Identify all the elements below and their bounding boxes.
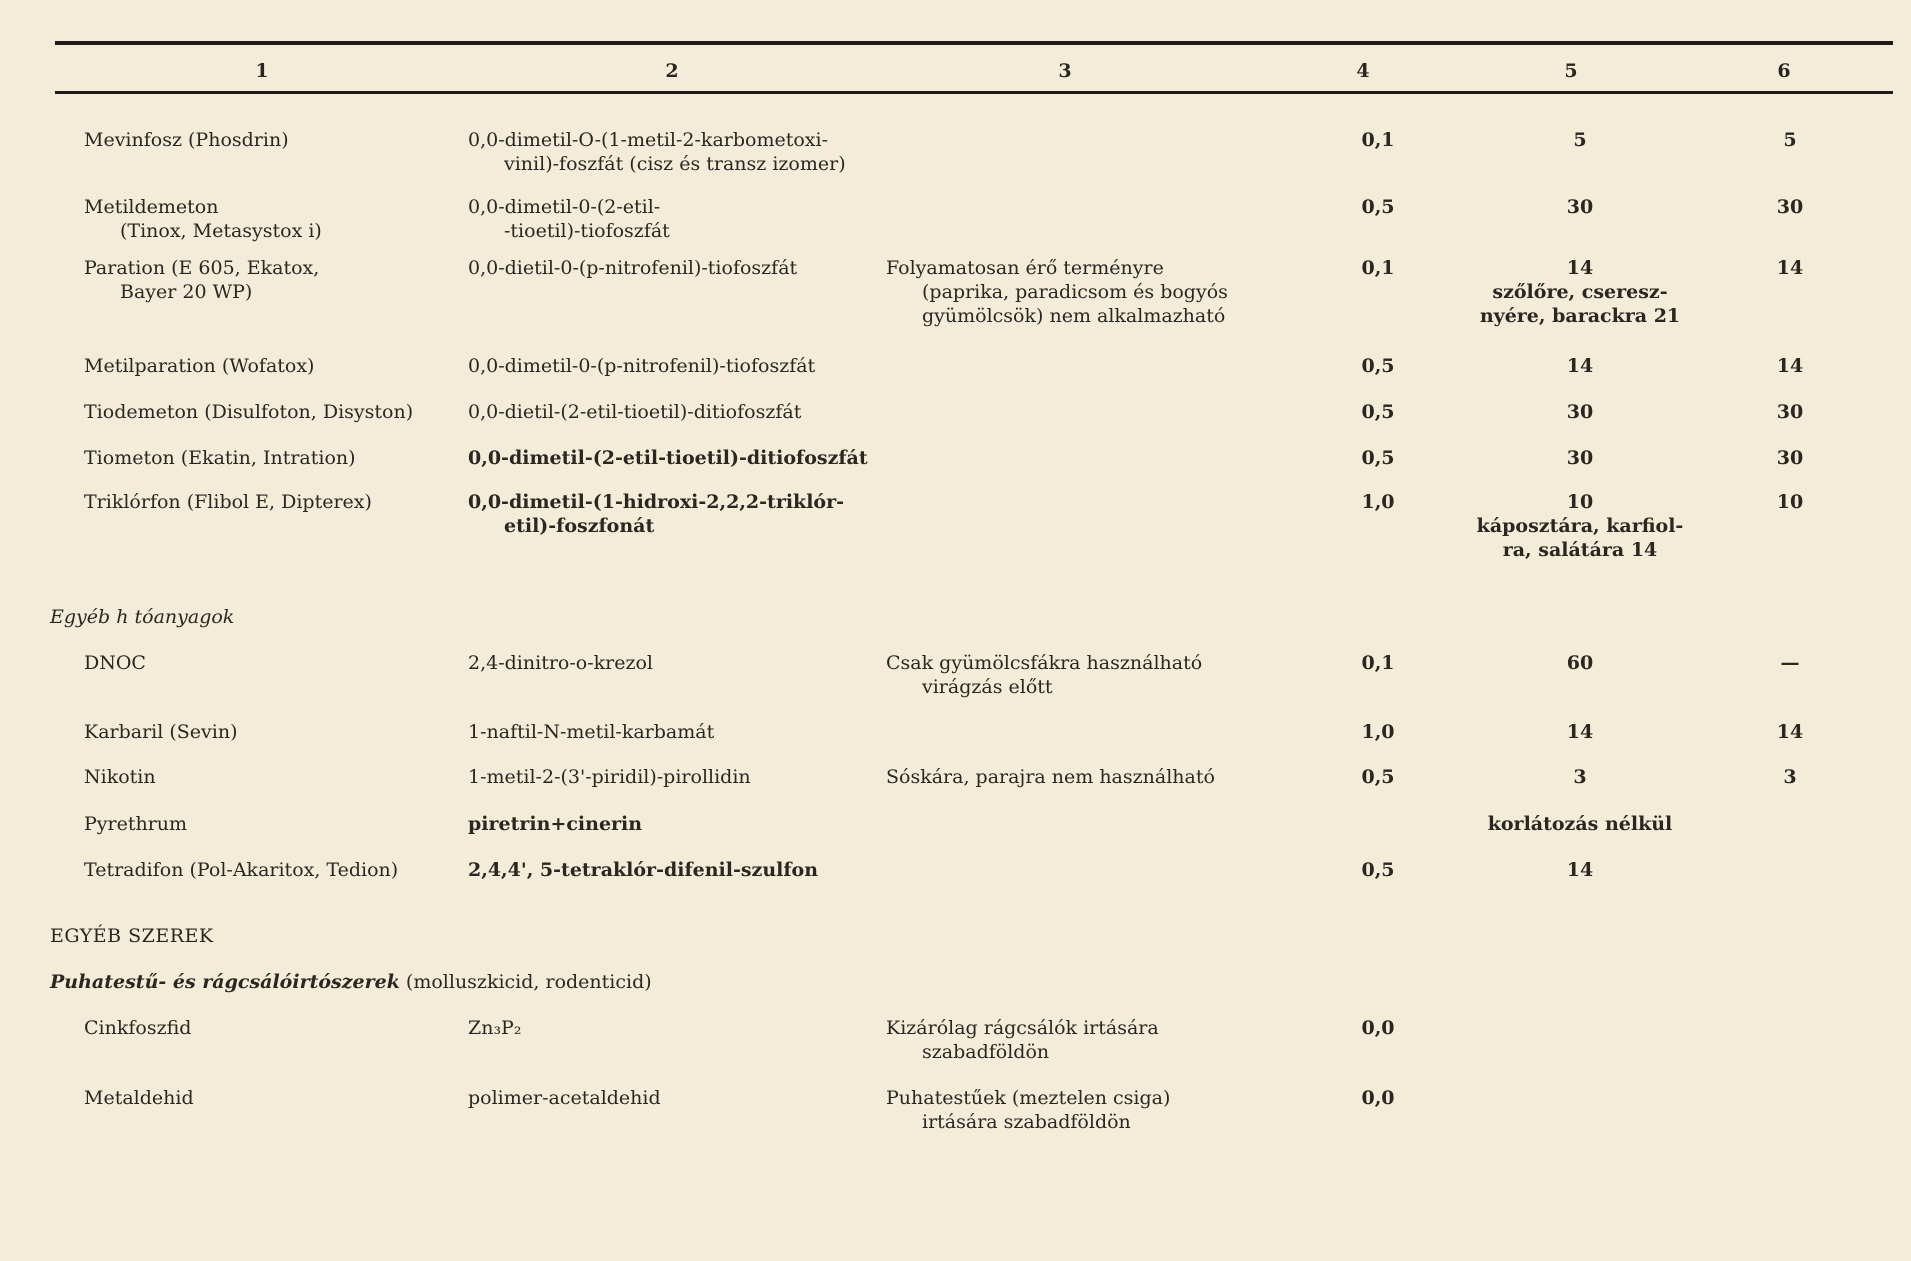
row-8-name [84,651,146,675]
row-8-note-line: virágzás előtt [922,676,1053,698]
row-8-note-line: Csak gyümölcsfákra használható [886,652,1203,674]
row-7-formula-line: 0,0-dimetil-(1-hidroxi-2,2,2-triklór- [468,491,844,513]
row-10-c5 [1450,765,1710,789]
row-3-c5-line: 14 [1566,257,1594,279]
row-11-name-line: Pyrethrum [84,813,188,835]
column-header-5: 5 [1564,60,1578,82]
row-13-formula-line: Zn₃P₂ [468,1017,522,1039]
row-14-c4: 0,0 [1361,1087,1395,1109]
row-3-name-line: Paration (E 605, Ekatox, [84,257,320,279]
row-9-formula [468,720,714,744]
row-3-formula [468,256,797,280]
row-9-name-line: Karbaril (Sevin) [84,721,238,743]
row-2-name-line: (Tinox, Metasystox i) [120,220,322,242]
row-5-formula [468,400,801,424]
row-7-name [84,490,372,514]
row-5-name [84,400,413,424]
row-3-name-line: Bayer 20 WP) [120,281,253,303]
row-5-c5-line: 30 [1566,401,1594,423]
top-rule [55,41,1893,45]
row-9-c5 [1450,720,1710,744]
row-12-c4: 0,5 [1361,859,1395,881]
row-11-formula-line: piretrin+cinerin [468,813,643,835]
row-6-formula [468,446,868,470]
row-3-note [886,256,1228,328]
row-6-c6: 30 [1776,447,1804,469]
row-4-formula-line: 0,0-dimetil-0-(p-nitrofenil)-tiofoszfát [468,355,816,377]
row-1-formula [468,128,846,176]
row-6-c5-line: 30 [1566,447,1594,469]
row-14-note-line: irtására szabadföldön [922,1111,1131,1133]
row-3-c4: 0,1 [1361,257,1395,279]
section-puhatestu [50,971,652,993]
row-5-formula-line: 0,0-dietil-(2-etil-tioetil)-ditiofoszfát [468,401,802,423]
header-rule [55,91,1893,94]
column-header-3: 3 [1058,60,1072,82]
row-1-c4: 0,1 [1361,129,1395,151]
row-4-c4: 0,5 [1361,355,1395,377]
row-2-formula-line: -tioetil)-tiofoszfát [504,220,670,242]
row-13-name [84,1016,191,1040]
row-4-c6: 14 [1776,355,1804,377]
row-2-name-line: Metildemeton [84,196,219,218]
row-2-c5-line: 30 [1566,196,1594,218]
row-2-name [84,195,322,243]
section-puhatestu-italic: Puhatestű- és rágcsálóirtószerek [50,971,400,993]
row-11-c5 [1450,812,1710,836]
row-3-c5 [1450,256,1710,328]
row-10-c4: 0,5 [1361,766,1395,788]
row-11-name [84,812,187,836]
row-13-note [886,1016,1159,1064]
row-1-name [84,128,289,152]
row-5-c6: 30 [1776,401,1804,423]
row-6-name-line: Tiometon (Ekatin, Intration) [84,447,356,469]
row-10-name-line: Nikotin [84,766,156,788]
row-12-formula-line: 2,4,4', 5-tetraklór-difenil-szulfon [468,859,819,881]
row-3-formula-line: 0,0-dietil-0-(p-nitrofenil)-tiofoszfát [468,257,798,279]
row-12-c5 [1450,858,1710,882]
row-14-name-line: Metaldehid [84,1087,194,1109]
row-9-c6: 14 [1776,721,1804,743]
row-3-note-line: Folyamatosan érő terményre [886,257,1164,279]
row-10-formula-line: 1-metil-2-(3'-piridil)-pirollidin [468,766,751,788]
column-header-2: 2 [665,60,679,82]
row-5-name-line: Tiodemeton (Disulfoton, Disyston) [84,401,414,423]
row-14-formula [468,1086,661,1110]
row-3-note-line: gyümölcsök) nem alkalmazható [922,305,1226,327]
row-7-name-line: Triklórfon (Flibol E, Dipterex) [84,491,372,513]
row-5-c5 [1450,400,1710,424]
row-8-c5 [1450,651,1710,675]
row-12-name-line: Tetradifon (Pol-Akaritox, Tedion) [84,859,399,881]
row-7-c5-line: káposztára, karfiol- [1476,515,1684,537]
row-4-c5-line: 14 [1566,355,1594,377]
row-10-note [886,765,1215,789]
row-8-c4: 0,1 [1361,652,1395,674]
row-1-c5-line: 5 [1573,129,1587,151]
row-8-formula-line: 2,4-dinitro-o-krezol [468,652,653,674]
row-14-formula-line: polimer-acetaldehid [468,1087,661,1109]
row-8-formula [468,651,653,675]
row-3-c6: 14 [1776,257,1804,279]
column-header-1: 1 [255,60,269,82]
row-11-c5-line: korlátozás nélkül [1487,813,1673,835]
row-5-c4: 0,5 [1361,401,1395,423]
row-13-c4: 0,0 [1361,1017,1395,1039]
row-7-formula-line: etil)-foszfonát [504,515,655,537]
column-header-6: 6 [1777,60,1791,82]
row-3-c5-line: nyére, barackra 21 [1479,305,1681,327]
row-14-note [886,1086,1170,1134]
row-1-name-line: Mevinfosz (Phosdrin) [84,129,289,151]
row-7-c4: 1,0 [1361,491,1395,513]
row-2-c4: 0,5 [1361,196,1395,218]
row-8-c5-line: 60 [1566,652,1594,674]
row-12-c5-line: 14 [1566,859,1594,881]
section-puhatestu-plain: (molluszkicid, rodenticid) [405,971,652,993]
row-6-c5 [1450,446,1710,470]
row-12-formula [468,858,818,882]
column-header-4: 4 [1356,60,1370,82]
row-8-note [886,651,1202,699]
row-14-name [84,1086,194,1110]
row-10-formula [468,765,751,789]
row-3-name [84,256,319,304]
row-13-note-line: szabadföldön [922,1041,1050,1063]
section-egyeb-hatoanyagok: Egyéb h tóanyagok [50,606,235,628]
row-2-c5 [1450,195,1710,219]
row-9-c4: 1,0 [1361,721,1395,743]
row-13-formula [468,1016,521,1040]
row-12-name [84,858,398,882]
row-2-formula [468,195,670,243]
row-10-note-line: Sóskára, parajra nem használható [886,766,1215,788]
row-4-c5 [1450,354,1710,378]
row-13-note-line: Kizárólag rágcsálók irtására [886,1017,1159,1039]
row-4-formula [468,354,815,378]
row-4-name-line: Metilparation (Wofatox) [84,355,315,377]
row-1-formula-line: vinil)-foszfát (cisz és transz izomer) [504,153,846,175]
row-2-formula-line: 0,0-dimetil-0-(2-etil- [468,196,661,218]
row-10-c6: 3 [1783,766,1797,788]
row-3-c5-line: szőlőre, cseresz- [1492,281,1668,303]
row-6-name [84,446,356,470]
row-7-c5 [1450,490,1710,562]
row-1-formula-line: 0,0-dimetil-O-(1-metil-2-karbometoxi- [468,129,829,151]
row-7-c6: 10 [1776,491,1804,513]
row-7-c5-line: 10 [1566,491,1594,513]
section-egyeb-szerek: EGYÉB SZEREK [50,925,214,947]
row-6-formula-line: 0,0-dimetil-(2-etil-tioetil)-ditiofoszfát [468,447,868,469]
row-10-name [84,765,156,789]
row-3-note-line: (paprika, paradicsom és bogyós [922,281,1228,303]
row-9-c5-line: 14 [1566,721,1594,743]
row-4-name [84,354,314,378]
row-1-c6: 5 [1783,129,1797,151]
row-1-c5 [1450,128,1710,152]
row-2-c6: 30 [1776,196,1804,218]
row-7-c5-line: ra, salátára 14 [1502,539,1658,561]
row-8-c6: — [1780,652,1800,674]
row-9-name [84,720,238,744]
row-13-name-line: Cinkfoszfid [84,1017,192,1039]
row-11-formula [468,812,642,836]
row-9-formula-line: 1-naftil-N-metil-karbamát [468,721,715,743]
row-6-c4: 0,5 [1361,447,1395,469]
row-14-note-line: Puhatestűek (meztelen csiga) [886,1087,1171,1109]
row-7-formula [468,490,844,538]
row-10-c5-line: 3 [1573,766,1587,788]
row-8-name-line: DNOC [84,652,146,674]
